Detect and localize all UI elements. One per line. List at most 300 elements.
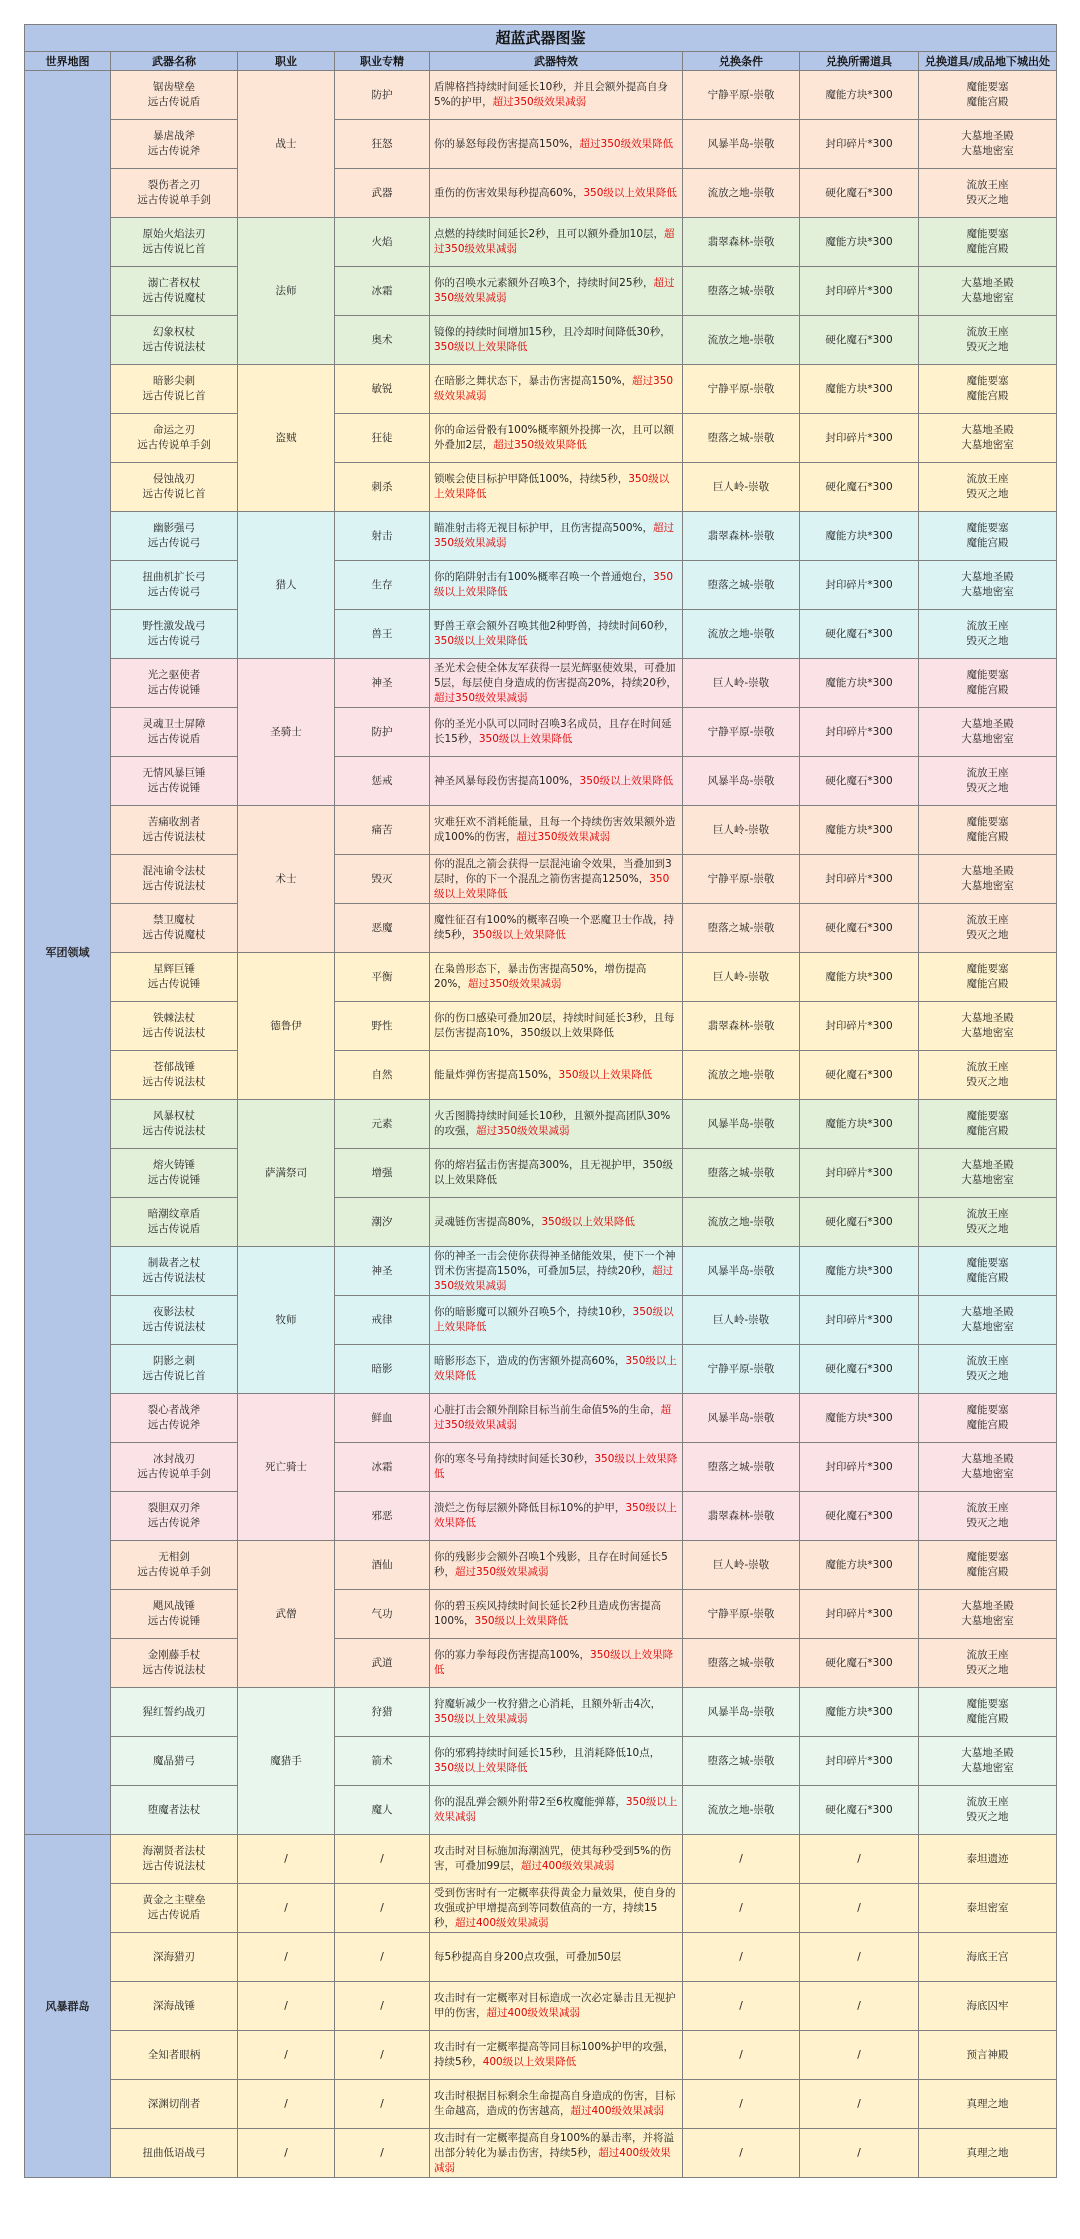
col-header: 兑换所需道具 (800, 52, 919, 71)
weapon-name: 海潮贤者法杖 远古传说法杖 (111, 1835, 238, 1884)
effect-cell (430, 1198, 683, 1247)
weapon-name: 金刚藤手杖 远古传说法杖 (111, 1639, 238, 1688)
exchange-condition: 流放之地-崇敬 (683, 1786, 800, 1835)
class-cell: 德鲁伊 (238, 953, 335, 1100)
effect-text: 你的陷阱射击有100%概率召唤一个普通炮台， (434, 571, 654, 583)
effect-cell (430, 1590, 683, 1639)
effect-cell (430, 1002, 683, 1051)
spec-cell: 野性 (335, 1002, 430, 1051)
effect-warning: 350级以上效果降低 (434, 872, 670, 900)
exchange-condition: 堕落之城-崇敬 (683, 267, 800, 316)
effect-cell (430, 1100, 683, 1149)
effect-warning: 超过350级效果减弱 (516, 831, 611, 843)
spec-cell: 兽王 (335, 610, 430, 659)
effect-warning: 350级以上效果减弱 (434, 1796, 678, 1823)
table-row (25, 2031, 1057, 2080)
exchange-item: 封印碎片*300 (800, 561, 919, 610)
dungeon-source: 大墓地圣殿 大墓地密室 (919, 1590, 1057, 1639)
table-row (25, 1002, 1057, 1051)
effect-warning: 超过350级效果降低 (493, 439, 587, 451)
exchange-condition: 堕落之城-崇敬 (683, 1737, 800, 1786)
weapon-name: 锯齿壁垒 远古传说盾 (111, 71, 238, 120)
table-row (25, 169, 1057, 218)
effect-cell (430, 365, 683, 414)
exchange-condition: / (683, 1933, 800, 1982)
exchange-condition: 堕落之城-崇敬 (683, 1639, 800, 1688)
exchange-condition: 流放之地-崇敬 (683, 1051, 800, 1100)
effect-warning: 350级以上效果降低 (434, 1762, 528, 1774)
table-row (25, 855, 1057, 904)
exchange-condition: 巨人岭-崇敬 (683, 953, 800, 1002)
class-cell: 圣骑士 (238, 659, 335, 806)
effect-warning: 超过350级效果减弱 (434, 277, 675, 304)
exchange-item: 硬化魔石*300 (800, 1639, 919, 1688)
exchange-item: 封印碎片*300 (800, 120, 919, 169)
class-cell: / (238, 2031, 335, 2080)
dungeon-source: 真理之地 (919, 2080, 1057, 2129)
weapon-name: 无情风暴巨锤 远古传说锤 (111, 757, 238, 806)
col-header: 职业专精 (335, 52, 430, 71)
effect-warning: 350级以上效果降低 (434, 635, 528, 647)
table-row (25, 708, 1057, 757)
effect-warning: 350级以上效果降低 (541, 1215, 635, 1228)
spec-cell: 武器 (335, 169, 430, 218)
spec-cell: 平衡 (335, 953, 430, 1002)
weapon-name: 熔火铸锤 远古传说锤 (111, 1149, 238, 1198)
spec-cell: 冰霜 (335, 1443, 430, 1492)
effect-cell (430, 1786, 683, 1835)
table-row (25, 1051, 1057, 1100)
dungeon-source: 流放王座 毁灭之地 (919, 757, 1057, 806)
table-row (25, 1492, 1057, 1541)
weapon-name: 黄金之主壁垒 远古传说盾 (111, 1884, 238, 1933)
dungeon-source: 流放王座 毁灭之地 (919, 610, 1057, 659)
exchange-condition: 风暴半岛-崇敬 (683, 757, 800, 806)
spec-cell: 魔人 (335, 1786, 430, 1835)
dungeon-source: 泰坦遗迹 (919, 1835, 1057, 1884)
spec-cell: 奥术 (335, 316, 430, 365)
weapon-name: 冰封战刃 远古传说单手剑 (111, 1443, 238, 1492)
spec-cell: 防护 (335, 71, 430, 120)
effect-text: 你的寡力拳每段伤害提高100%， (434, 1649, 591, 1661)
spec-cell: 神圣 (335, 659, 430, 708)
class-cell: 武僧 (238, 1541, 335, 1688)
spec-cell: 生存 (335, 561, 430, 610)
exchange-item: 魔能方块*300 (800, 1688, 919, 1737)
effect-cell (430, 2129, 683, 2178)
dungeon-source: 大墓地圣殿 大墓地密室 (919, 1737, 1057, 1786)
spec-cell: 鲜血 (335, 1394, 430, 1443)
exchange-condition: 宁静平原-崇敬 (683, 855, 800, 904)
effect-warning: 350级以上效果减弱 (434, 1713, 528, 1725)
effect-warning: 超过350级效果减弱 (434, 691, 528, 704)
exchange-item: 硬化魔石*300 (800, 610, 919, 659)
weapon-name: 光之驱使者 远古传说锤 (111, 659, 238, 708)
col-header: 武器名称 (111, 52, 238, 71)
dungeon-source: 大墓地圣殿 大墓地密室 (919, 1296, 1057, 1345)
spec-cell: / (335, 1835, 430, 1884)
dungeon-source: 魔能要塞 魔能宫殿 (919, 1247, 1057, 1296)
table-row (25, 414, 1057, 463)
dungeon-source: 魔能要塞 魔能宫殿 (919, 512, 1057, 561)
dungeon-source: 流放王座 毁灭之地 (919, 463, 1057, 512)
dungeon-source: 流放王座 毁灭之地 (919, 1492, 1057, 1541)
table-row (25, 120, 1057, 169)
exchange-condition: / (683, 1982, 800, 2031)
effect-cell (430, 1394, 683, 1443)
class-cell: 术士 (238, 806, 335, 953)
effect-text: 你的召唤水元素额外召唤3个，持续时间25秒， (434, 277, 654, 289)
effect-warning: 超过350级效果减弱 (434, 1264, 674, 1292)
weapon-name: 幻象权杖 远古传说法杖 (111, 316, 238, 365)
exchange-item: 魔能方块*300 (800, 1247, 919, 1296)
class-cell: 死亡骑士 (238, 1394, 335, 1541)
exchange-item: 封印碎片*300 (800, 1149, 919, 1198)
exchange-condition: 流放之地-崇敬 (683, 169, 800, 218)
effect-text: 灵魂链伤害提高80%， (434, 1215, 542, 1228)
weapon-name: 堕魔者法杖 (111, 1786, 238, 1835)
spec-cell: / (335, 1982, 430, 2031)
weapon-name: 无相剑 远古传说单手剑 (111, 1541, 238, 1590)
weapon-name: 深海猎刃 (111, 1933, 238, 1982)
exchange-item: / (800, 1933, 919, 1982)
effect-text: 你的碧玉疾风持续时间长延长2秒且造成伤害提高100%， (434, 1600, 662, 1627)
effect-cell (430, 561, 683, 610)
spec-cell: 潮汐 (335, 1198, 430, 1247)
exchange-condition: 宁静平原-崇敬 (683, 708, 800, 757)
exchange-condition: 宁静平原-崇敬 (683, 1590, 800, 1639)
effect-cell (430, 414, 683, 463)
effect-text: 你的邪鸦持续时间延长15秒，且消耗降低10点， (434, 1747, 661, 1759)
weapon-name: 制裁者之杖 远古传说法杖 (111, 1247, 238, 1296)
dungeon-source: 大墓地圣殿 大墓地密室 (919, 561, 1057, 610)
weapon-name: 猩红誓约战刃 (111, 1688, 238, 1737)
exchange-item: 硬化魔石*300 (800, 463, 919, 512)
table-row (25, 218, 1057, 267)
effect-cell (430, 904, 683, 953)
exchange-condition: / (683, 2129, 800, 2178)
table-row (25, 1737, 1057, 1786)
effect-cell (430, 855, 683, 904)
dungeon-source: 魔能要塞 魔能宫殿 (919, 1394, 1057, 1443)
region-cell: 军团领域 (25, 71, 111, 1835)
effect-warning: 350级以上效果降低 (472, 929, 566, 941)
dungeon-source: 大墓地圣殿 大墓地密室 (919, 267, 1057, 316)
effect-warning: 350级以上效果降低 (434, 1453, 678, 1480)
effect-text: 你的混乱之箭会获得一层混沌谕令效果，当叠加到3层时，你的下一个混乱之箭伤害提高1250%， (434, 857, 672, 885)
weapon-name: 溺亡者权杖 远古传说魔杖 (111, 267, 238, 316)
table-row (25, 610, 1057, 659)
weapon-name: 裂伤者之刃 远古传说单手剑 (111, 169, 238, 218)
table-row (25, 1933, 1057, 1982)
weapon-name: 禁卫魔杖 远古传说魔杖 (111, 904, 238, 953)
effect-cell (430, 2031, 683, 2080)
effect-warning: 超过350级效果减弱 (434, 375, 674, 402)
table-row (25, 365, 1057, 414)
exchange-item: 封印碎片*300 (800, 1737, 919, 1786)
exchange-condition: 巨人岭-崇敬 (683, 659, 800, 708)
spec-cell: 刺杀 (335, 463, 430, 512)
effect-cell (430, 757, 683, 806)
exchange-condition: 宁静平原-崇敬 (683, 71, 800, 120)
weapon-name: 幽影强弓 远古传说弓 (111, 512, 238, 561)
table-title: 超蓝武器图鉴 (25, 25, 1057, 52)
table-row (25, 1835, 1057, 1884)
effect-warning: 超过400级效果减弱 (455, 1916, 549, 1929)
effect-text: 你的熔岩猛击伤害提高300%，且无视护甲，350级以上效果降低 (434, 1159, 674, 1186)
exchange-item: / (800, 1982, 919, 2031)
effect-text: 瞄准射击将无视目标护甲，且伤害提高500%， (434, 522, 654, 534)
table-row (25, 1541, 1057, 1590)
dungeon-source: 魔能要塞 魔能宫殿 (919, 218, 1057, 267)
header-row (25, 52, 1057, 71)
spec-cell: 暗影 (335, 1345, 430, 1394)
effect-warning: 350级以上效果降低 (583, 186, 677, 199)
table-row (25, 1786, 1057, 1835)
spec-cell: 神圣 (335, 1247, 430, 1296)
dungeon-source: 魔能要塞 魔能宫殿 (919, 365, 1057, 414)
table-row (25, 1198, 1057, 1247)
effect-cell (430, 1541, 683, 1590)
col-header: 兑换条件 (683, 52, 800, 71)
dungeon-source: 大墓地圣殿 大墓地密室 (919, 1149, 1057, 1198)
table-row (25, 1982, 1057, 2031)
dungeon-source: 大墓地圣殿 大墓地密室 (919, 708, 1057, 757)
table-row (25, 1443, 1057, 1492)
table-row (25, 1247, 1057, 1296)
exchange-item: 硬化魔石*300 (800, 1492, 919, 1541)
exchange-condition: 宁静平原-崇敬 (683, 365, 800, 414)
exchange-condition: 翡翠森林-崇敬 (683, 1002, 800, 1051)
spec-cell: 防护 (335, 708, 430, 757)
weapon-name: 苍郁战锤 远古传说法杖 (111, 1051, 238, 1100)
dungeon-source: 魔能要塞 魔能宫殿 (919, 806, 1057, 855)
exchange-item: 魔能方块*300 (800, 71, 919, 120)
region-cell: 风暴群岛 (25, 1835, 111, 2178)
exchange-condition: 堕落之城-崇敬 (683, 904, 800, 953)
effect-cell (430, 1982, 683, 2031)
effect-text: 你的残影步会额外召唤1个残影，且存在时间延长5秒， (434, 1551, 668, 1578)
spec-cell: 元素 (335, 1100, 430, 1149)
spec-cell: 痛苦 (335, 806, 430, 855)
dungeon-source: 大墓地圣殿 大墓地密室 (919, 1443, 1057, 1492)
dungeon-source: 魔能要塞 魔能宫殿 (919, 1688, 1057, 1737)
weapon-name: 裂胆双刃斧 远古传说斧 (111, 1492, 238, 1541)
exchange-item: 硬化魔石*300 (800, 1198, 919, 1247)
exchange-item: 硬化魔石*300 (800, 757, 919, 806)
table-row (25, 2129, 1057, 2178)
exchange-condition: 风暴半岛-崇敬 (683, 1247, 800, 1296)
dungeon-source: 大墓地圣殿 大墓地密室 (919, 855, 1057, 904)
effect-warning: 350级以上效果降低 (478, 733, 573, 745)
effect-text: 暗影形态下，造成的伤害额外提高60%， (434, 1355, 626, 1367)
effect-cell (430, 218, 683, 267)
effect-cell (430, 1835, 683, 1884)
exchange-item: 魔能方块*300 (800, 1394, 919, 1443)
effect-warning: 超过350级效果减弱 (434, 228, 675, 255)
exchange-condition: 堕落之城-崇敬 (683, 414, 800, 463)
weapon-name: 深渊切削者 (111, 2080, 238, 2129)
effect-warning: 超过400级效果减弱 (434, 2146, 671, 2174)
spec-cell: 冰霜 (335, 267, 430, 316)
effect-cell (430, 71, 683, 120)
exchange-item: 硬化魔石*300 (800, 1786, 919, 1835)
spec-cell: 气功 (335, 1590, 430, 1639)
class-cell: 萨满祭司 (238, 1100, 335, 1247)
table-row (25, 757, 1057, 806)
effect-cell (430, 1247, 683, 1296)
weapon-name: 夜影法杖 远古传说法杖 (111, 1296, 238, 1345)
spec-cell: 狩猎 (335, 1688, 430, 1737)
effect-text: 你的圣光小队可以同时召唤3名成员，且存在时间延长15秒， (434, 718, 672, 745)
exchange-condition: 堕落之城-崇敬 (683, 1149, 800, 1198)
effect-text: 在暗影之舞状态下，暴击伤害提高150%， (434, 375, 633, 387)
dungeon-source: 魔能要塞 魔能宫殿 (919, 953, 1057, 1002)
effect-text: 你的混乱弹会额外附带2至6枚魔能弹幕， (434, 1796, 626, 1808)
dungeon-source: 预言神殿 (919, 2031, 1057, 2080)
table-row (25, 904, 1057, 953)
weapon-name: 深海战锤 (111, 1982, 238, 2031)
table-row (25, 1884, 1057, 1933)
effect-cell (430, 1051, 683, 1100)
exchange-condition: 堕落之城-崇敬 (683, 1443, 800, 1492)
table-row (25, 463, 1057, 512)
effect-warning: 350级以上效果降低 (434, 1355, 677, 1382)
effect-cell (430, 1492, 683, 1541)
spec-cell: / (335, 1884, 430, 1933)
exchange-item: / (800, 1835, 919, 1884)
effect-text: 镜像的持续时间增加15秒，且冷却时间降低30秒， (434, 326, 671, 338)
effect-cell (430, 1884, 683, 1933)
spec-cell: 惩戒 (335, 757, 430, 806)
effect-text: 攻击时有一定概率对目标造成一次必定暴击且无视护甲的伤害， (434, 1992, 676, 2019)
dungeon-source: 海底囚牢 (919, 1982, 1057, 2031)
effect-warning: 超过350级效果减弱 (467, 978, 562, 990)
exchange-condition: 翡翠森林-崇敬 (683, 512, 800, 561)
spec-cell: 增强 (335, 1149, 430, 1198)
weapon-name: 苦痛收割者 远古传说法杖 (111, 806, 238, 855)
effect-text: 你的寒冬号角持续时间延长30秒， (434, 1453, 595, 1465)
class-cell: / (238, 1933, 335, 1982)
effect-text: 溃烂之伤每层额外降低目标10%的护甲， (434, 1502, 626, 1514)
exchange-item: 魔能方块*300 (800, 1541, 919, 1590)
table-row (25, 71, 1057, 120)
effect-cell (430, 512, 683, 561)
class-cell: 战士 (238, 71, 335, 218)
class-cell: / (238, 1982, 335, 2031)
spec-cell: 毁灭 (335, 855, 430, 904)
dungeon-source: 流放王座 毁灭之地 (919, 169, 1057, 218)
exchange-item: 封印碎片*300 (800, 267, 919, 316)
effect-text: 你的暴怒每段伤害提高150%， (434, 137, 580, 150)
exchange-item: 魔能方块*300 (800, 218, 919, 267)
weapon-name: 原始火焰法刃 远古传说匕首 (111, 218, 238, 267)
col-header: 世界地图 (25, 52, 111, 71)
effect-warning: 350级以上效果降低 (579, 774, 674, 787)
exchange-condition: 堕落之城-崇敬 (683, 561, 800, 610)
exchange-item: 封印碎片*300 (800, 708, 919, 757)
table-row (25, 1100, 1057, 1149)
exchange-item: 魔能方块*300 (800, 1100, 919, 1149)
effect-warning: 超过350级效果减弱 (476, 1125, 570, 1137)
effect-cell (430, 463, 683, 512)
class-cell: / (238, 1884, 335, 1933)
weapon-name: 命运之刃 远古传说单手剑 (111, 414, 238, 463)
effect-cell (430, 610, 683, 659)
effect-warning: 超过400级效果减弱 (570, 2105, 665, 2117)
spec-cell: 射击 (335, 512, 430, 561)
weapon-name: 飓风战锤 远古传说锤 (111, 1590, 238, 1639)
effect-text: 你的暗影魔可以额外召唤5个，持续10秒， (434, 1306, 633, 1318)
class-cell: 猎人 (238, 512, 335, 659)
exchange-condition: 流放之地-崇敬 (683, 610, 800, 659)
spec-cell: / (335, 2080, 430, 2129)
effect-cell (430, 120, 683, 169)
effect-text: 点燃的持续时间延长2秒，且可以额外叠加10层， (434, 228, 665, 240)
effect-text: 重伤的伤害效果每秒提高60%， (434, 186, 584, 199)
weapon-name: 阴影之刺 远古传说匕首 (111, 1345, 238, 1394)
class-cell: / (238, 2129, 335, 2178)
table-row (25, 1394, 1057, 1443)
effect-text: 攻击时根据目标剩余生命提高自身造成的伤害，目标生命越高，造成的伤害越高， (434, 2090, 676, 2117)
table-row (25, 659, 1057, 708)
class-cell: 盗贼 (238, 365, 335, 512)
effect-warning: 超过350级效果减弱 (434, 522, 675, 549)
dungeon-source: 流放王座 毁灭之地 (919, 904, 1057, 953)
effect-warning: 超过400级效果减弱 (486, 2007, 581, 2019)
exchange-item: / (800, 1884, 919, 1933)
weapon-name: 风暴权杖 远古传说法杖 (111, 1100, 238, 1149)
exchange-item: / (800, 2129, 919, 2178)
exchange-condition: 流放之地-崇敬 (683, 1198, 800, 1247)
exchange-condition: 巨人岭-崇敬 (683, 463, 800, 512)
dungeon-source: 泰坦密室 (919, 1884, 1057, 1933)
exchange-item: / (800, 2031, 919, 2080)
weapon-name: 魔晶猎弓 (111, 1737, 238, 1786)
table-row (25, 953, 1057, 1002)
weapon-name: 扭曲低语战弓 (111, 2129, 238, 2178)
weapon-name: 星辉巨锤 远古传说锤 (111, 953, 238, 1002)
exchange-item: 魔能方块*300 (800, 659, 919, 708)
weapon-name: 暗潮纹章盾 远古传说盾 (111, 1198, 238, 1247)
col-header: 武器特效 (430, 52, 683, 71)
exchange-item: 硬化魔石*300 (800, 1345, 919, 1394)
effect-text: 魔性征召有100%的概率召唤一个恶魔卫士作战，持续5秒， (434, 914, 675, 941)
effect-text: 灾难狂欢不消耗能量，且每一个持续伤害效果额外造成100%的伤害， (434, 816, 676, 843)
exchange-item: 硬化魔石*300 (800, 904, 919, 953)
spec-cell: 武道 (335, 1639, 430, 1688)
effect-text: 攻击时对目标施加海潮汹咒，使其每秒受到5%的伤害，可叠加99层， (434, 1845, 672, 1872)
effect-text: 攻击时有一定概率提高自身100%的暴击率，并将溢出部分转化为暴击伤害，持续5秒， (434, 2131, 675, 2159)
exchange-item: 硬化魔石*300 (800, 316, 919, 365)
exchange-item: 封印碎片*300 (800, 1002, 919, 1051)
dungeon-source: 大墓地圣殿 大墓地密室 (919, 1002, 1057, 1051)
exchange-condition: 宁静平原-崇敬 (683, 1345, 800, 1394)
effect-cell (430, 2080, 683, 2129)
effect-text: 狩魔斩减少一枚狩猎之心消耗，且额外斩击4次， (434, 1698, 662, 1710)
table-row (25, 512, 1057, 561)
effect-text: 攻击时有一定概率提高等同目标100%护甲的攻强，持续5秒， (434, 2041, 675, 2068)
effect-warning: 350级以上效果降低 (434, 341, 528, 353)
dungeon-source: 流放王座 毁灭之地 (919, 316, 1057, 365)
effect-warning: 超过350级效果减弱 (455, 1566, 549, 1578)
effect-cell (430, 1688, 683, 1737)
exchange-item: 封印碎片*300 (800, 855, 919, 904)
dungeon-source: 魔能要塞 魔能宫殿 (919, 659, 1057, 708)
spec-cell: 酒仙 (335, 1541, 430, 1590)
weapon-name: 全知者眼柄 (111, 2031, 238, 2080)
spec-cell: 箭术 (335, 1737, 430, 1786)
